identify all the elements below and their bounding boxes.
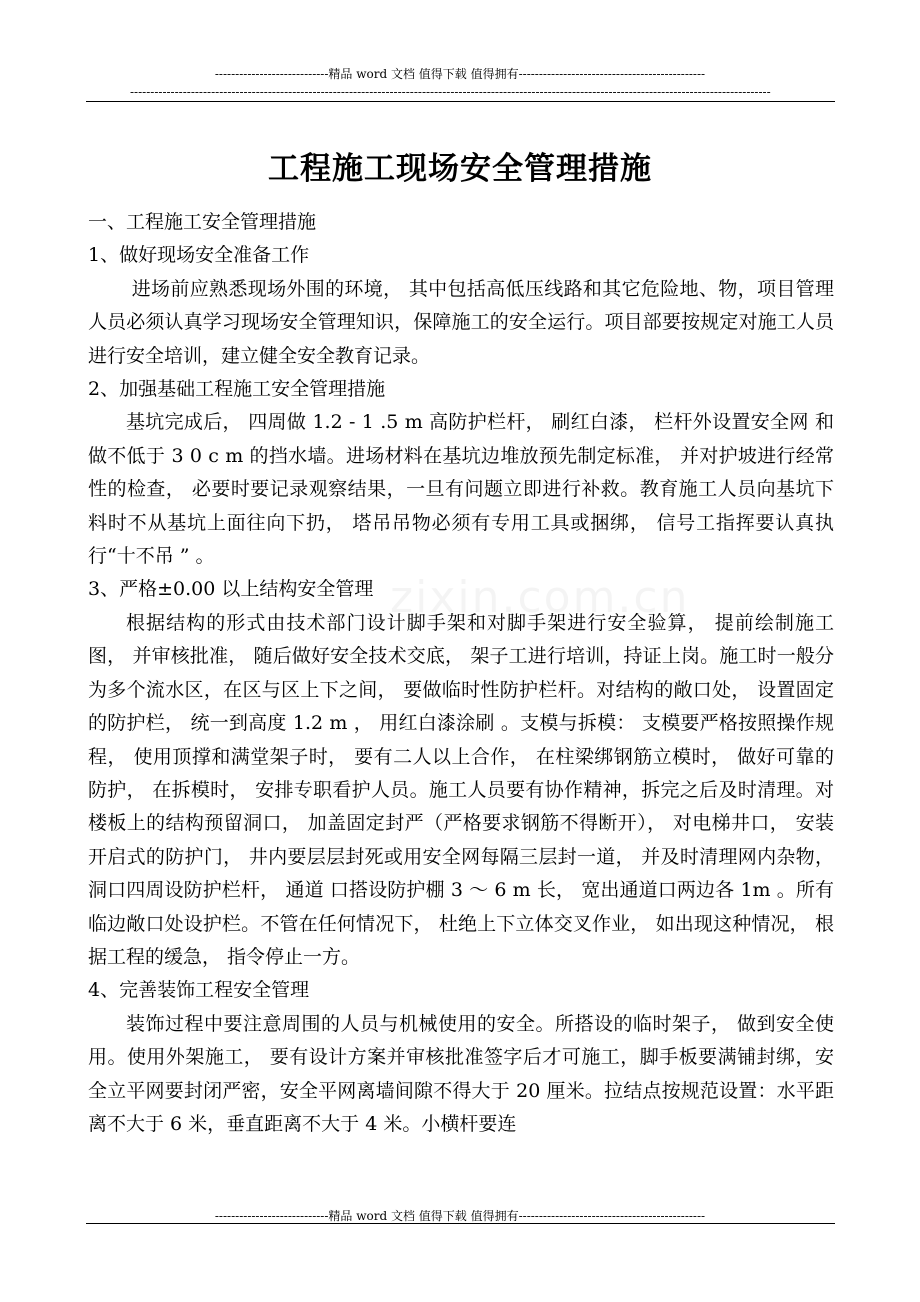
document-body: [88, 206, 834, 1141]
section-heading-1: 一、工程施工安全管理措施: [88, 211, 317, 233]
document-title: 工程施工现场安全管理措施: [268, 150, 652, 187]
footer-rule: [86, 1223, 835, 1224]
header-dash-line: --------------------------------------------------------------------------------------------------------------------------------------------------------------: [130, 86, 771, 98]
paragraph-3: 根据结构的形式由技术部门设计脚手架和对脚手架进行安全验算， 提前绘制施工图， 并审核批准， 随后做好安全技术交底， 架子工进行培训，持证上岗。施工时一般分为多个流水区，在区与区上下之间， 要做临时性防护栏杆。对结构的敞口处， 设置固定的防护栏， 统一到高度 1.2 m ， 用红白漆涂刷 。支模与拆模： 支模要严格按照操作规程， 使用顶撑和满堂架子时， 要有二人以上合作， 在柱梁绑钢筋立模时， 做好可靠的防护， 在拆模时， 安排专职看护人员。施工人员要有协作精神，拆完之后及时清理。对楼板上的结构预留洞口， 加盖固定封严（严格要求钢筋不得断开）， 对电梯井口， 安装开启式的防护门， 井内要层层封死或用安全网每隔三层封一道， 并及时清理网内杂物， 洞口四周设防护栏杆， 通道 口搭设防护棚 3 ～ 6 m 长， 宽出通道口两边各 1m 。所有临边敞口处设护栏。不管在任何情况下， 杜绝上下立体交叉作业， 如出现这种情况， 根据工程的缓急， 指令停止一方。: [88, 611, 834, 968]
paragraph-1: 进场前应熟悉现场外围的环境， 其中包括高低压线路和其它危险地、物，项目管理人员必须认真学习现场安全管理知识，保障施工的安全运行。项目部要按规定对施工人员进行安全培训，建立健全安全教育记录。: [88, 277, 834, 367]
subsection-heading-4: 4、完善装饰工程安全管理: [88, 979, 310, 1002]
subsection-heading-1: 1、做好现场安全准备工作: [88, 244, 310, 267]
paragraph-4: 装饰过程中要注意周围的人员与机械使用的安全。所搭设的临时架子， 做到安全使用。使用外架施工， 要有设计方案并审核批准签字后才可施工，脚手板要满铺封绑，安全立平网要封闭严密，安全平网离墙间隙不得大于 20 厘米。拉结点按规范设置：水平距离不大于 6 米，垂直距离不大于 4 米。小横杆要连: [88, 1012, 834, 1135]
header-banner: ----------------------------精品 word 文档 值得下载 值得拥有----------------------------------------------: [214, 67, 706, 81]
subsection-heading-2: 2、加强基础工程施工安全管理措施: [88, 378, 386, 401]
subsection-heading-3: 3、严格±0.00 以上结构安全管理: [88, 578, 374, 601]
paragraph-2: 基坑完成后， 四周做 1.2 - 1 .5 m 高防护栏杆， 刷红白漆， 栏杆外设置安全网 和做不低于 3 0 c m 的挡水墙。进场材料在基坑边堆放预先制定标准， 并对护坡进行经常性的检查， 必要时要记录观察结果，一旦有问题立即进行补救。教育施工人员向基坑下料时不从基坑上面往向下扔， 塔吊吊物必须有专用工具或捆绑， 信号工指挥要认真执行“十不吊 ” 。: [88, 411, 834, 568]
header-rule: [86, 101, 835, 102]
footer-banner: ----------------------------精品 word 文档 值得下载 值得拥有----------------------------------------------: [214, 1209, 706, 1223]
